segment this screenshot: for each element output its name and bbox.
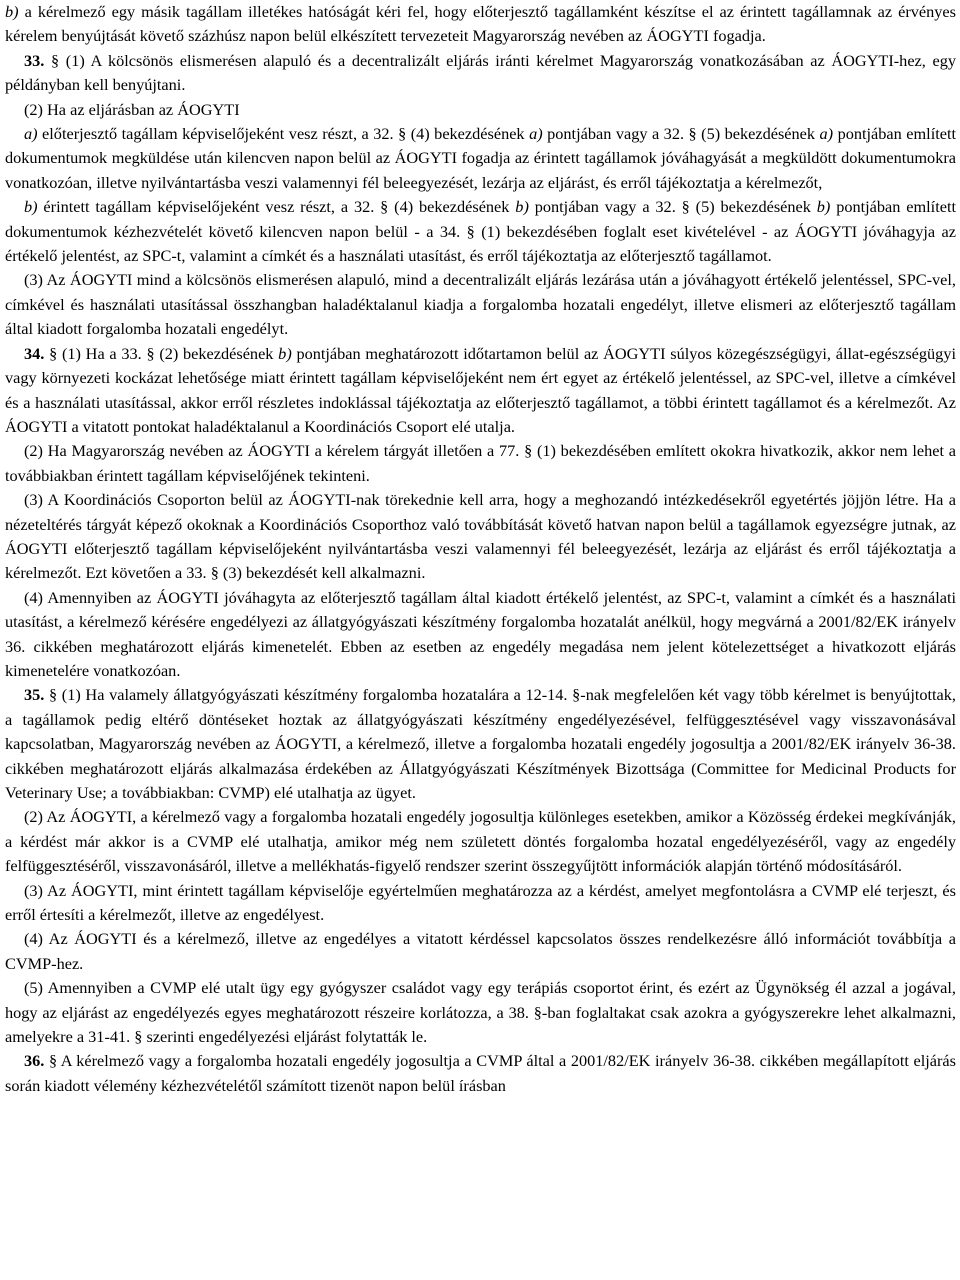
section-33-item-a: [5, 122, 956, 195]
paragraph-text: (5) Amennyiben a CVMP elé utalt ügy egy gyógyszer családot vagy egy terápiás csoportot érint, és ezért az Ügynökség él azzal a jogával, hogy az eljárást az engedélyezés egyes meghatározott részeire korlátozza, a 38. §-ban foglaltakat csak azokra a gyógyszerekre lehet alkalmazni, amelyekre a 31-41. § szerinti engedélyezési eljárást folytatták le.: [5, 978, 956, 1047]
item-label-b: b): [24, 197, 38, 217]
section-35-para-3: [5, 879, 956, 928]
section-33-para-2: [5, 98, 956, 122]
paragraph-text: (4) Az ÁOGYTI és a kérelmező, illetve az engedélyes a vitatott kérdéssel kapcsolatos összes rendelkezésre álló információt továbbítja a CVMP-hez.: [5, 929, 956, 973]
section-33-para-1: [5, 49, 956, 98]
paragraph-text: § (1) Ha valamely állatgyógyászati készítmény forgalomba hozatalára a 12-14. §-nak megfelelően két vagy több kérelmet is benyújtottak, a tagállamok pedig eltérő döntéseket hoztak az állatgyógyászati készítmény engedélyezésével, felfüggesztésével vagy visszavonásával kapcsolatban, Magyarország nevében az ÁOGYTI, a kérelmező, illetve a forgalomba hozatali engedély jogosultja a 2001/82/EK irányelv 36-38. cikkében meghatározott eljárás alkalmazása érdekében az Állatgyógyászati Készítmények Bizottsága (Committee for Medicinal Products for Veterinary Use; a továbbiakban: CVMP) elé utalhatja az ügyet.: [5, 685, 956, 802]
section-35-para-2: [5, 805, 956, 878]
paragraph-text: § A kérelmező vagy a forgalomba hozatali engedély jogosultja a CVMP által a 2001/82/EK irányelv 36-38. cikkében megállapított eljárás során kiadott vélemény kézhezvételétől számított tizenöt napon belül írásban: [5, 1051, 956, 1095]
paragraph-text: (2) Az ÁOGYTI, a kérelmező vagy a forgalomba hozatali engedély jogosultja különleges esetekben, amikor a Közösség érdekei megkívánják, a kérdést már akkor is a CVMP elé utalhatja, amikor még nem született döntés forgalomba hozatal engedélyezéséről, vagy az engedély felfüggesztéséről, visszavonásáról, illetve a mellékhatás-figyelő rendszer szerint összegyűjtött információk alapján történő módosításáról.: [5, 807, 956, 876]
item-text: pontjában említett dokumentumok megküldése után kilencven napon belül az ÁOGYTI fogadja az érintett tagállamok jóváhagyását a megküldött dokumentumokra vonatkozóan, illetve nyilvántartásba veszi valamennyi fél beleegyezését, lezárja az eljárást, és erről tájékoztatja a kérelmezőt,: [5, 124, 957, 192]
section-34-para-1: [5, 342, 956, 440]
inline-ref: a): [819, 124, 834, 144]
item-text: pontjában említett dokumentumok kézhezvételét követő kilencven napon belül - a 34. § (1) bekezdésében foglalt eset kivételével - az ÁOGYTI jóváhagyja az értékelő jelentést, az SPC-t, valamint a címkét és a használati utasítást, és erről tájékoztatja az előterjesztő tagállamot.: [5, 197, 957, 266]
section-35-para-5: [5, 976, 956, 1049]
section-number: 33.: [24, 50, 45, 70]
section-33-para-3: [5, 268, 956, 341]
paragraph-text: (3) A Koordinációs Csoporton belül az ÁOGYTI-nak törekednie kell arra, hogy a meghozandó intézkedésekről egyetértés jöjjön létre. Ha a nézeteltérés tárgyát képező okoknak a Koordinációs Csoporthoz való továbbítását követő hatvan napon belül a tagállamok egyezségre jutnak, az ÁOGYTI előterjesztő tagállam képviselőjeként nyilvántartásba veszi valamennyi fél beleegyezését, lezárja az eljárást és erről tájékoztatja a kérelmezőt. Ezt követően a 33. § (3) bekezdését kell alkalmazni.: [5, 490, 956, 583]
paragraph-text: (3) Az ÁOGYTI mind a kölcsönös elismerésen alapuló, mind a decentralizált eljárás lezárása után a jóváhagyott értékelő jelentéssel, SPC-vel, címkével és használati utasítással összhangban haladéktalanul kiadja a forgalomba hozatali engedélyt, illetve elismeri az előterjesztő tagállam által kiadott forgalomba hozatali engedélyt.: [5, 270, 956, 339]
section-34-para-3: [5, 488, 956, 586]
item-text: érintett tagállam képviselőjeként vesz részt, a 32. § (4) bekezdésének: [37, 197, 516, 217]
paragraph-text: (4) Amennyiben az ÁOGYTI jóváhagyta az előterjesztő tagállam által kiadott értékelő jelentést, az SPC-t, valamint a címkét és a használati utasítást, a kérelmező kérésére engedélyezi az állatgyógyászati készítmény forgalomba hozatalát anélkül, hogy megvárná a 2001/82/EK irányelv 36. cikkében meghatározott eljárás kimenetelét. Ebben az esetben az engedély megadása nem jelent kötelezettséget a hivatkozott eljárás kimenetelére vonatkozóan.: [5, 587, 956, 680]
inline-ref: b): [816, 197, 831, 217]
section-35-para-4: [5, 927, 956, 976]
item-text: előterjesztő tagállam képviselőjeként vesz részt, a 32. § (4) bekezdésének: [37, 124, 530, 144]
inline-ref: a): [529, 124, 543, 144]
inline-ref: b): [278, 343, 292, 363]
paragraph-text: § (1) A kölcsönös elismerésen alapuló és a decentralizált eljárás iránti kérelmet Magyarország vonatkozásában az ÁOGYTI-hez, egy példányban kell benyújtani.: [5, 50, 956, 95]
section-35-para-1: [5, 683, 956, 805]
paragraph-text: (2) Ha Magyarország nevében az ÁOGYTI a kérelem tárgyát illetően a 77. § (1) bekezdésében említett okokra hivatkozik, akkor nem lehet a továbbiakban érintett tagállam képviselőjének tekinteni.: [5, 441, 956, 485]
section-number: 34.: [24, 343, 45, 363]
item-text: pontjában vagy a 32. § (5) bekezdésének: [528, 197, 817, 217]
inline-ref: b): [515, 197, 529, 217]
paragraph-text: pontjában meghatározott időtartamon belül az ÁOGYTI súlyos közegészségügyi, állat-egészségügyi vagy környezeti kockázat lehetősége miatt érintett tagállam képviselőjeként nem ért egyet az értékelő jelentéssel, az SPC-vel, illetve a címkével és a használati utasítással, akkor erről részletes indoklással tájékoztatja az előterjesztő tagállamot, a többi érintett tagállamot és a kérelmezőt. Az ÁOGYTI a vitatott pontokat haladéktalanul a Koordinációs Csoport elé utalja.: [5, 343, 956, 436]
section-number: 35.: [24, 685, 45, 705]
section-34-para-2: [5, 439, 956, 488]
section-36-para-1: [5, 1049, 956, 1098]
item-text: a kérelmező egy másik tagállam illetékes hatóságát kéri fel, hogy előterjesztő tagállamként készítse el az érintett tagállamnak az érvényes kérelem benyújtását követő százhúsz napon belül elkészített tervezeteit Magyarország nevében az ÁOGYTI fogadja.: [5, 2, 956, 46]
section-number: 36.: [24, 1051, 45, 1071]
item-text: pontjában vagy a 32. § (5) bekezdésének: [542, 124, 820, 144]
paragraph-b-prev: [5, 0, 956, 49]
section-33-item-b: [5, 195, 956, 268]
item-label-a: a): [24, 124, 38, 144]
paragraph-text: (2) Ha az eljárásban az ÁOGYTI: [24, 99, 240, 119]
item-label-b: b): [5, 2, 19, 21]
section-34-para-4: [5, 586, 956, 684]
paragraph-text: (3) Az ÁOGYTI, mint érintett tagállam képviselője egyértelműen meghatározza az a kérdést, amelyet megfontolásra a CVMP elé terjeszt, és erről értesíti a kérelmezőt, illetve az engedélyest.: [5, 880, 956, 925]
paragraph-text: § (1) Ha a 33. § (2) bekezdésének: [44, 343, 279, 363]
